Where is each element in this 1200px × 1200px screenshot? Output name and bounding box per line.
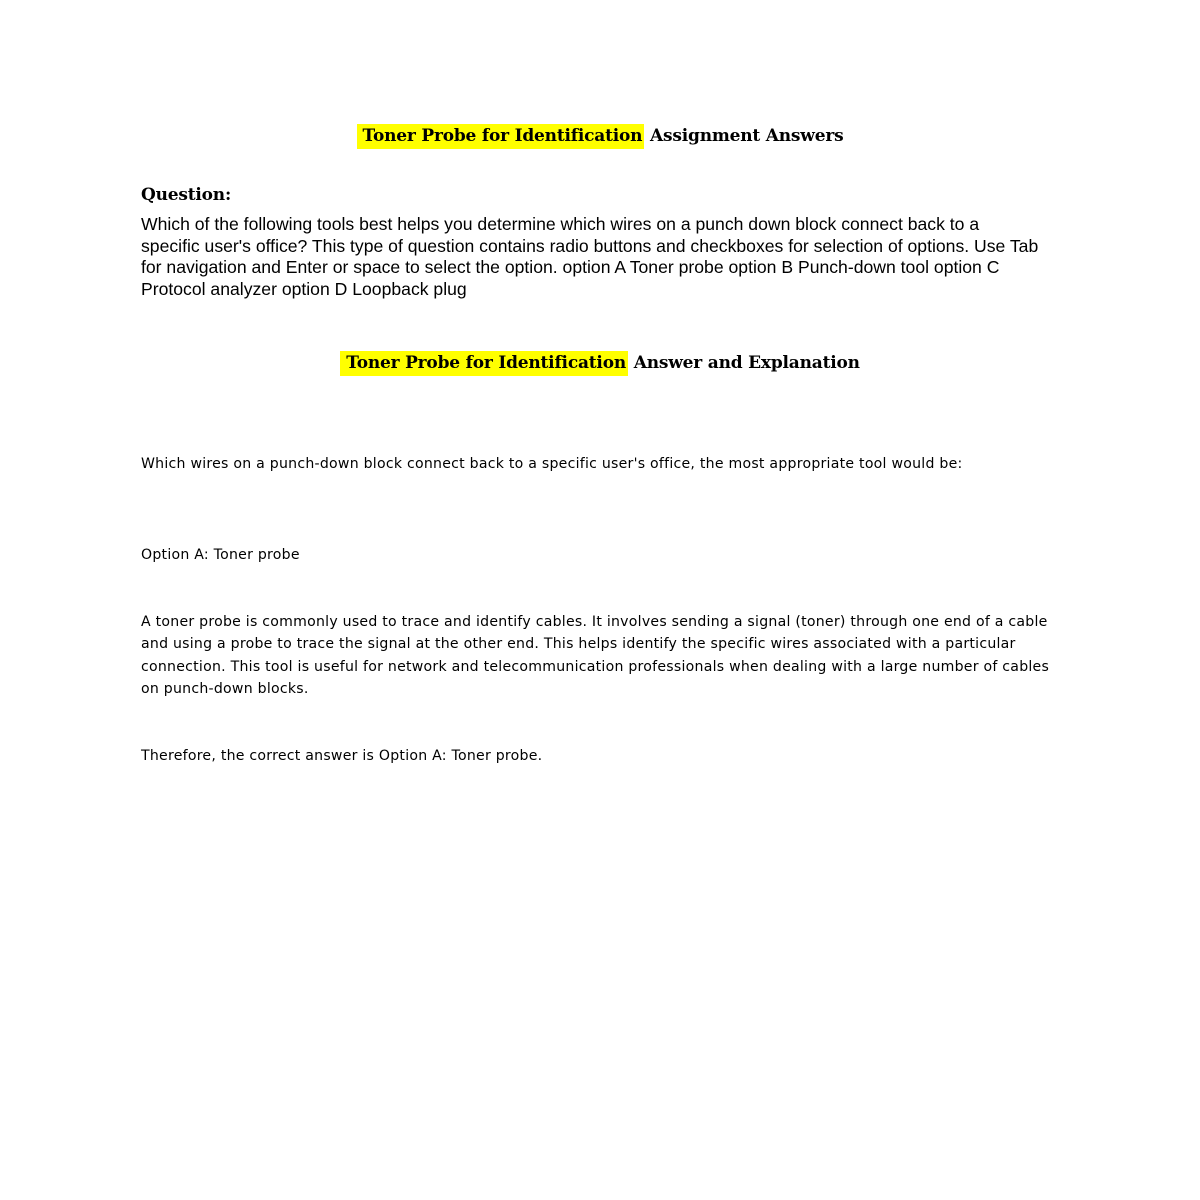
document-title — [0, 126, 1200, 146]
answer-heading-highlight: Toner Probe for Identification — [340, 351, 628, 376]
question-label: Question: — [141, 185, 232, 205]
question-text: Which of the following tools best helps you determine which wires on a punch down block connect back to a specific user's office? This type of question contains radio buttons and checkboxes for selection of options. Use Tab for navigation and Enter or space to select the option. option A Toner probe option B Punch-down tool option C Protocol analyzer option D Loopback plug — [141, 214, 1039, 299]
title-highlight: Toner Probe for Identification — [357, 124, 645, 149]
answer-option-paragraph: Option A: Toner probe — [141, 547, 300, 563]
answer-intro-paragraph: Which wires on a punch-down block connect back to a specific user's office, the most appropriate tool would be: — [141, 456, 963, 472]
answer-heading — [0, 353, 1200, 373]
answer-heading-rest: Answer and Explanation — [633, 353, 860, 373]
title-rest: Assignment Answers — [650, 126, 844, 146]
conclusion-paragraph: Therefore, the correct answer is Option A: Toner probe. — [141, 748, 543, 764]
explanation-paragraph: A toner probe is commonly used to trace and identify cables. It involves sending a signal (toner) through one end of a cable and using a probe to trace the signal at the other end. This helps identify the specific wires associated with a particular connection. This tool is useful for network and telecommunication professionals when dealing with a large number of cables on punch-down blocks. — [141, 614, 1050, 697]
